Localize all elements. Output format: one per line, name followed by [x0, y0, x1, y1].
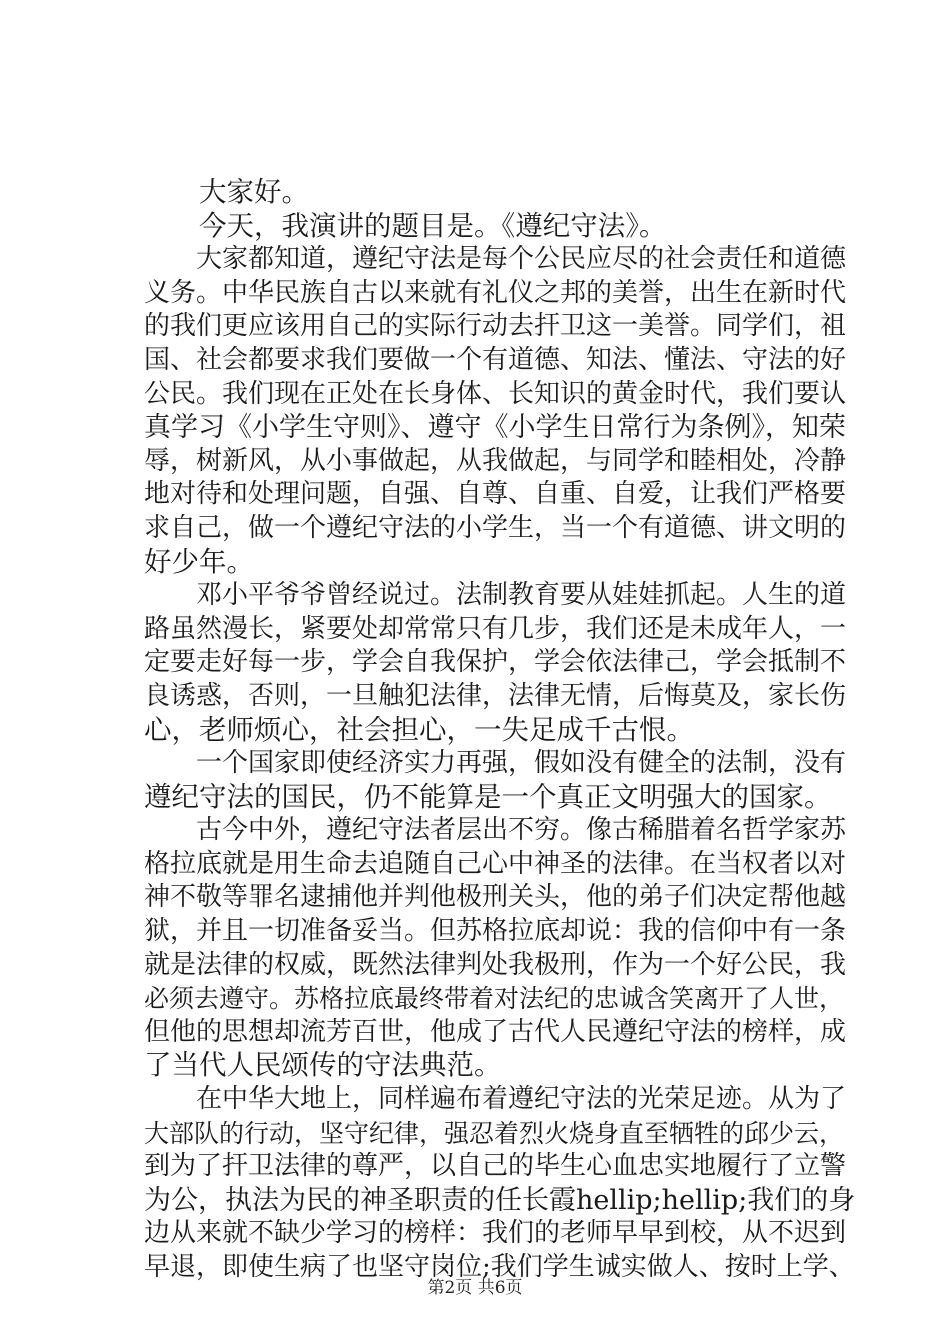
text-line: 公民。我们现在正处在长身体、长知识的黄金时代，我们要认 [144, 378, 847, 409]
text-line: 今天，我演讲的题目是。《遵纪守法》。 [144, 209, 667, 242]
text-line: 古今中外，遵纪守法者层出不穷。像古稀腊着名哲学家苏 [144, 815, 847, 846]
text-line: 为公，执法为民的神圣职责的任长霞hellip;hellip;我们的身 [144, 1184, 856, 1216]
text-line: 边从来就不缺少学习的榜样：我们的老师早早到校，从不迟到 [144, 1218, 847, 1249]
text-line: 真学习《小学生守则》、遵守《小学生日常行为条例》，知荣 [144, 412, 846, 444]
text-line: 求自己，做一个遵纪守法的小学生，当一个有道德、讲文明的 [144, 512, 847, 543]
text-line: 早退，即使生病了也坚守岗位;我们学生诚实做人、按时上学、 [144, 1252, 855, 1282]
text-line: 大部队的行动，坚守纪律，强忍着烈火烧身直至牺牲的邱少云， [144, 1118, 845, 1148]
text-line: 必须去遵守。苏格拉底最终带着对法纪的忠诚含笑离开了人世， [144, 984, 845, 1014]
text-line: 的我们更应该用自己的实际行动去扞卫这一美誉。同学们，祖 [144, 311, 847, 342]
text-line: 狱，并且一切准备妥当。但苏格拉底却说：我的信仰中有一条 [144, 916, 847, 947]
text-line: 在中华大地上，同样遍布着遵纪守法的光荣足迹。从为了 [144, 1084, 847, 1115]
text-line: 就是法律的权威，既然法律判处我极刑，作为一个好公民，我 [144, 949, 847, 980]
text-line: 国、社会都要求我们要做一个有道德、知法、懂法、守法的好 [144, 344, 847, 375]
text-line: 地对待和处理问题，自强、自尊、自重、自爱，让我们严格要 [144, 479, 847, 510]
text-line: 好少年。 [144, 545, 254, 578]
text-line: 心，老师烦心，社会担心，一失足成千古恨。 [144, 713, 694, 746]
text-line: 大家都知道，遵纪守法是每个公民应尽的社会责任和道德 [144, 244, 847, 275]
text-line: 格拉底就是用生命去追随自己心中神圣的法律。在当权者以对 [144, 848, 847, 879]
text-line: 路虽然漫长，紧要处却常常只有几步，我们还是未成年人，一 [144, 613, 847, 644]
text-line: 但他的思想却流芳百世，他成了古代人民遵纪守法的榜样，成 [144, 1016, 847, 1047]
text-line: 定要走好每一步，学会自我保护，学会依法律己，学会抵制不 [144, 647, 847, 678]
text-line: 神不敬等罪名逮捕他并判他极刑关头，他的弟子们决定帮他越 [144, 882, 847, 913]
text-line: 遵纪守法的国民，仍不能算是一个真正文明强大的国家。 [144, 780, 832, 813]
text-line: 邓小平爷爷曾经说过。法制教育要从娃娃抓起。人生的道 [144, 580, 847, 611]
speech-body-text [144, 176, 856, 1285]
text-line: 了当代人民颂传的守法典范。 [144, 1049, 502, 1082]
text-line: 到为了扞卫法律的尊严，以自己的毕生心血忠实地履行了立警 [144, 1151, 847, 1182]
text-line: 义务。中华民族自古以来就有礼仪之邦的美誉，出生在新时代 [144, 277, 847, 308]
text-line: 良诱惑，否则，一旦触犯法律，法律无情，后悔莫及，家长伤 [144, 680, 847, 711]
text-line: 辱，树新风，从小事做起，从我做起，与同学和睦相处，冷静 [144, 445, 847, 476]
page-footer [0, 1273, 950, 1298]
text-line: 一个国家即使经济实力再强，假如没有健全的法制，没有 [144, 748, 847, 779]
page-number-indicator: 第2页 共6页 [427, 1278, 523, 1298]
text-line: 大家好。 [144, 176, 309, 208]
